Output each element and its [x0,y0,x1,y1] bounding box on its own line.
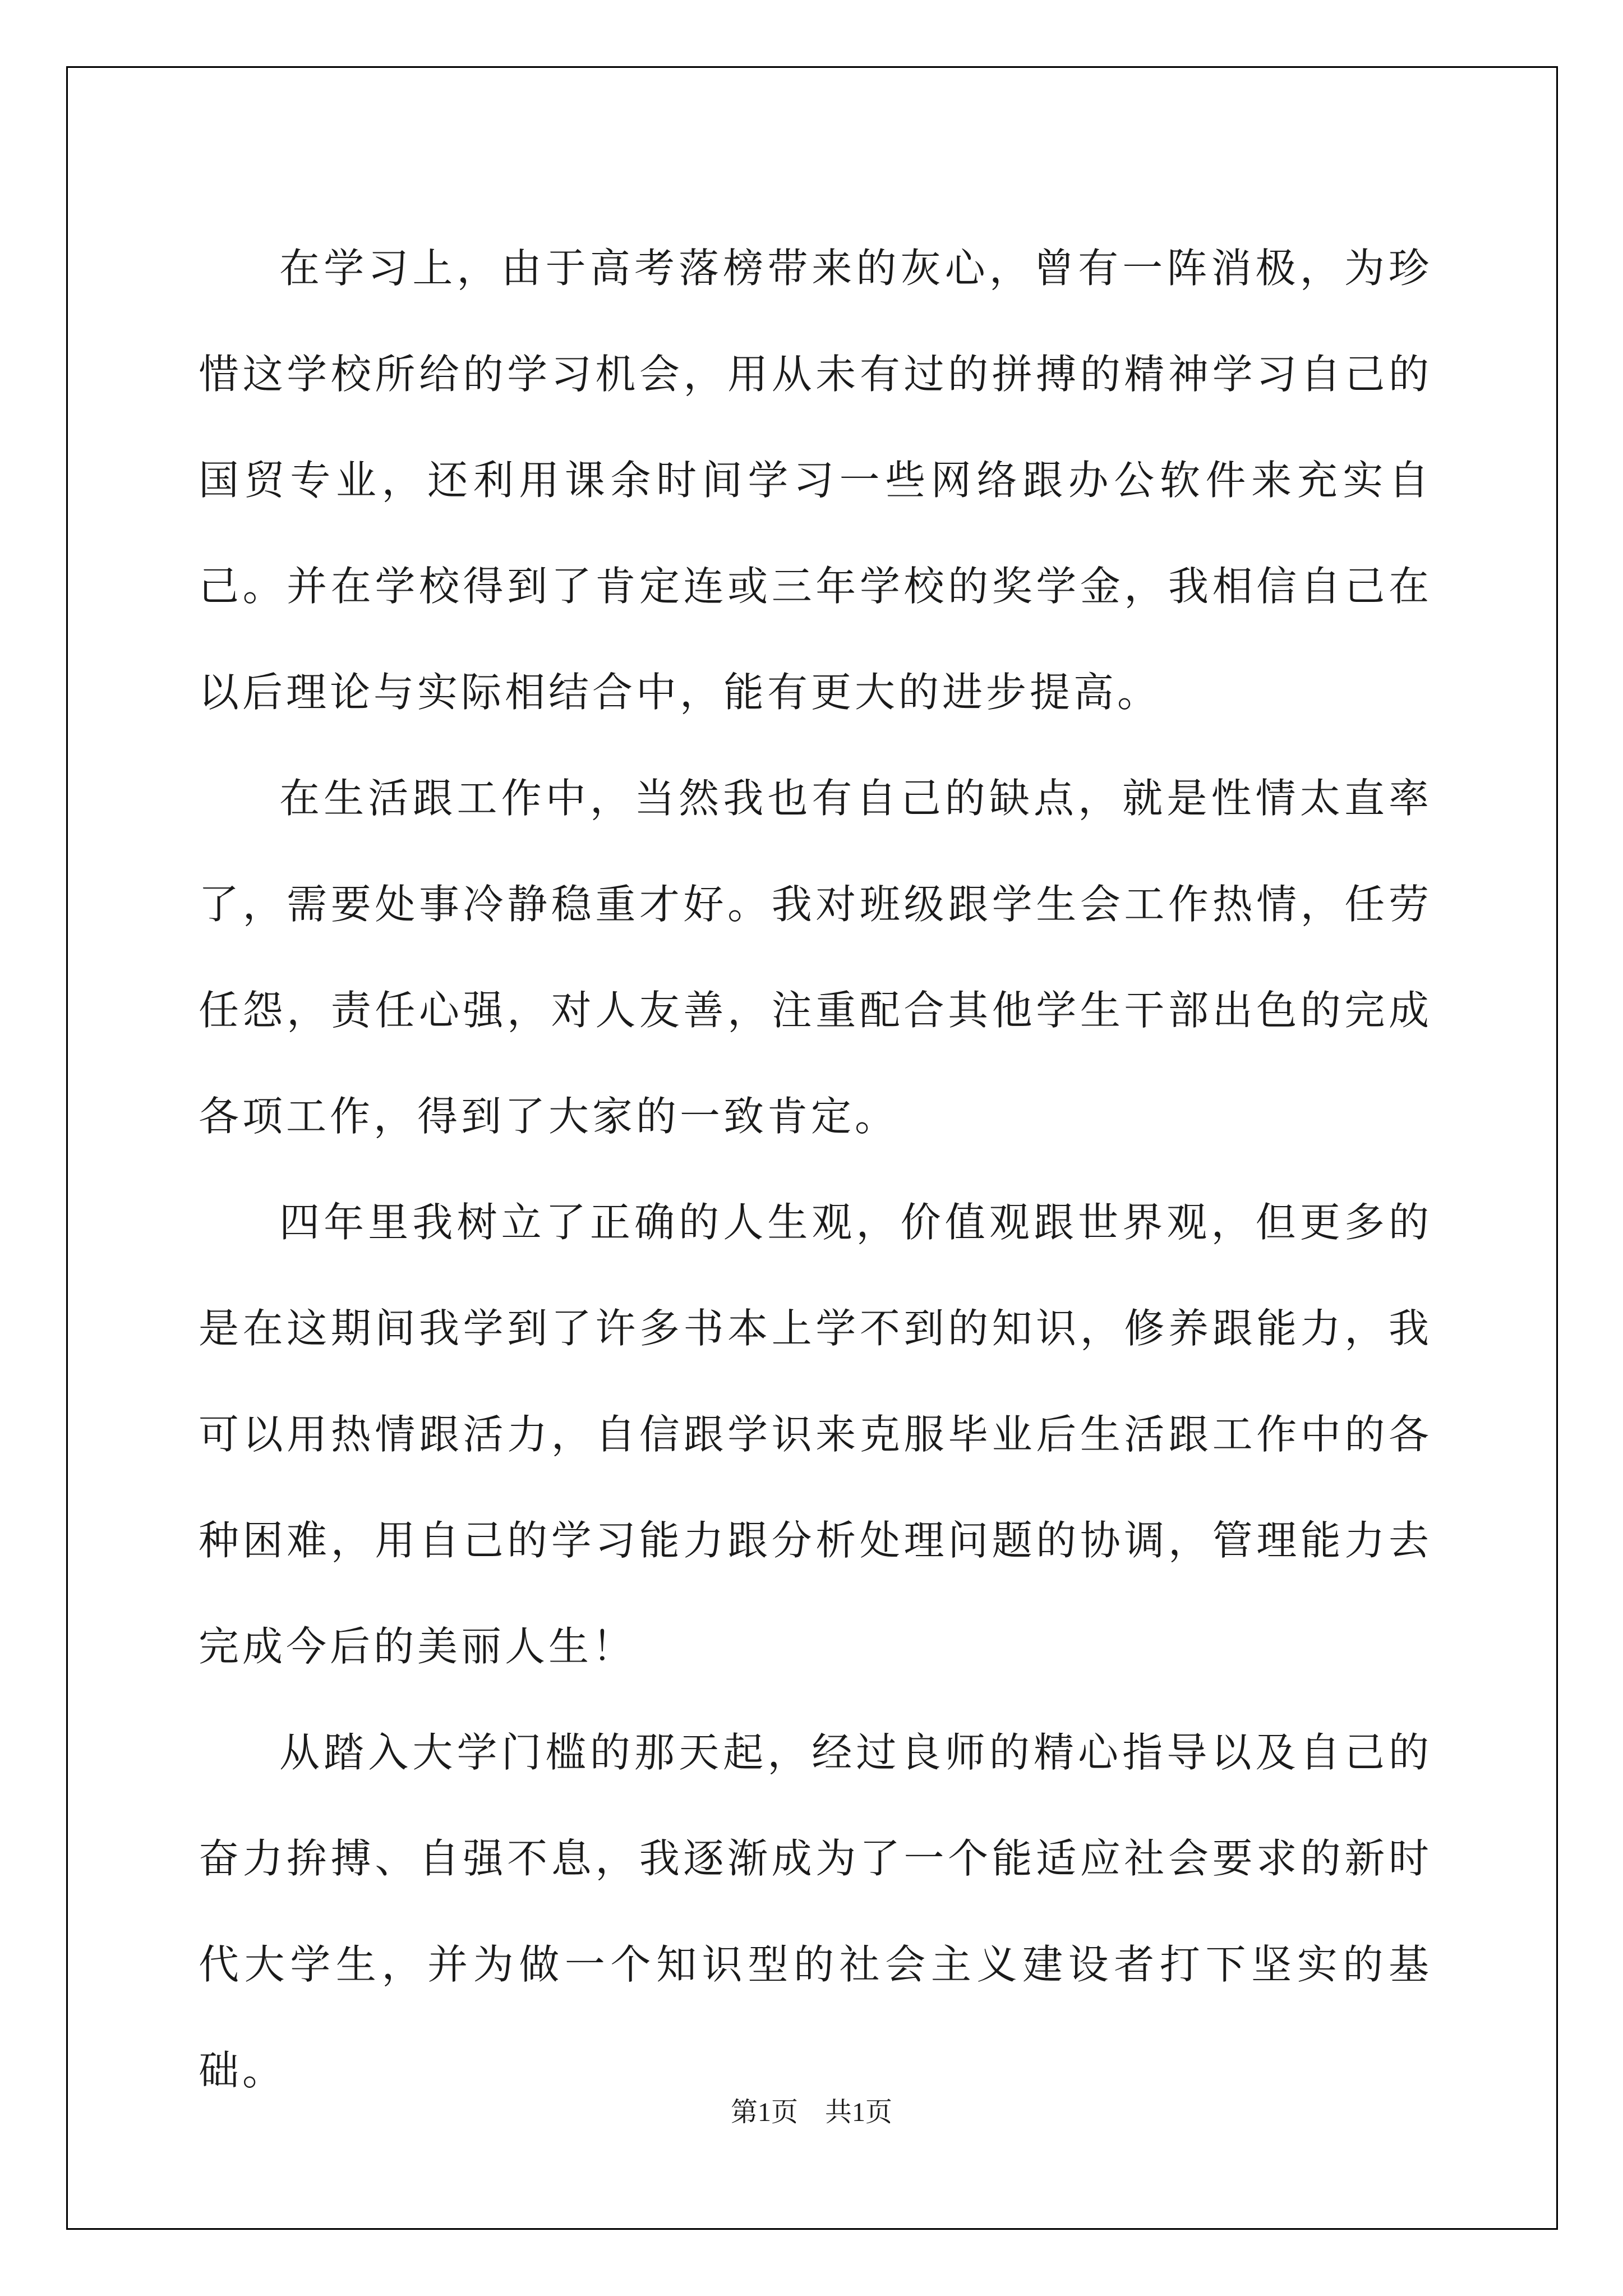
paragraph-since-entering: 从踏入大学门槛的那天起，经过良师的精心指导以及自己的奋力拚搏、自强不息，我逐渐成为了一个能适应社会要求的新时代大学生，并为做一个知识型的社会主义建设者打下坚实的基础。 [199,1729,1432,2094]
page-number-total: 共1页 [825,2097,893,2127]
page-footer [0,2090,1623,2129]
paragraph-life-work: 在生活跟工作中，当然我也有自己的缺点，就是性情太直率了，需要处事冷静稳重才好。我对班级跟学生会工作热情，任劳任怨，责任心强，对人友善，注重配合其他学生干部出色的完成各项工作，得到了大家的一致肯定。 [199,775,1432,1140]
paragraph-study: 在学习上，由于高考落榜带来的灰心，曾有一阵消极，为珍惜这学校所给的学习机会，用从未有过的拼搏的精神学习自己的国贸专业，还利用课余时间学习一些网络跟办公软件来充实自己。并在学校得到了肯定连或三年学校的奖学金，我相信自己在以后理论与实际相结合中，能有更大的进步提高。 [199,245,1432,716]
paragraph-four-years: 四年里我树立了正确的人生观，价值观跟世界观，但更多的是在这期间我学到了许多书本上学不到的知识，修养跟能力，我可以用热情跟活力，自信跟学识来克服毕业后生活跟工作中的各种困难，用自己的学习能力跟分析处理问题的协调，管理能力去完成今后的美丽人生！ [199,1199,1432,1670]
page-number-current: 第1页 [730,2097,798,2127]
document-body [199,215,1432,2124]
